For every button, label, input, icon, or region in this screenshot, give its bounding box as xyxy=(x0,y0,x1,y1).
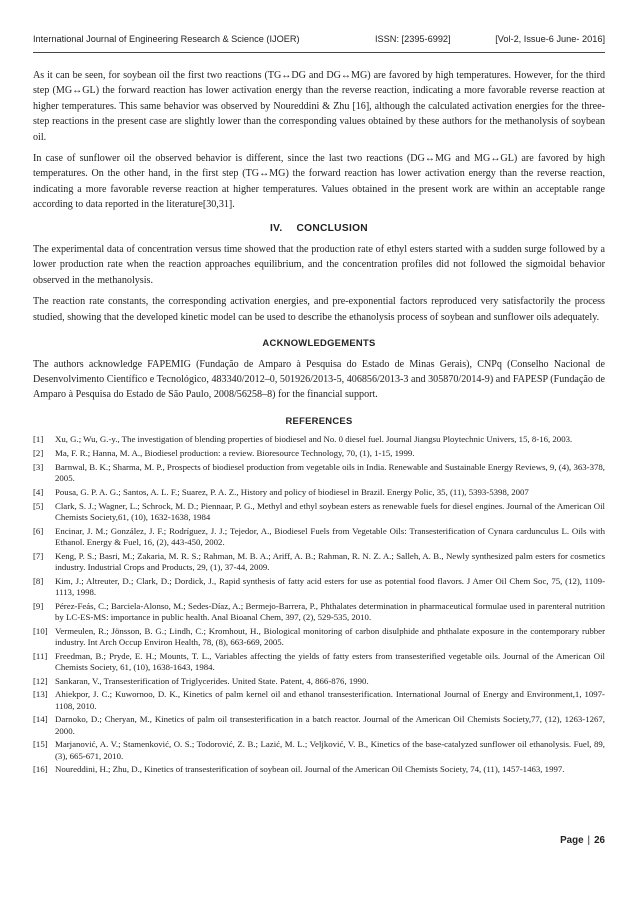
body-paragraph: In case of sunflower oil the observed behavior is different, since the last two reactions (DG↔MG and MG↔GL) are favored by high temperatures. On the other hand, in the first step (TG↔MG) the forward reaction has lower activation energy than the reverse reaction, indicating a more favorable reverse reaction at higher temperatures. Values obtained in the present work are within an acceptable range according to data reported in the literature[30,31]. xyxy=(33,153,605,211)
reference-text: Noureddini, H.; Zhu, D., Kinetics of transesterification of soybean oil. Journal of the American Oil Chemists Society, 74, (11), 1457-1463, 1997. xyxy=(55,764,565,775)
page-label: Page xyxy=(560,835,584,846)
reference-text: Sankaran, V., Transesterification of Triglycerides. United State. Patent, 4, 866-876, 1990. xyxy=(55,675,369,686)
reference-number: [10] xyxy=(33,625,48,636)
reference-text: Clark, S. J.; Wagner, L.; Schrock, M. D.; Piennaar, P. G., Methyl and ethyl soybean esters as renewable fuels for diesel engines. Journal of the American Oil Chemists Society,61, (10), 1632-1638, 1984 xyxy=(55,500,605,522)
reference-text: Xu, G.; Wu, G.-y., The investigation of blending properties of biodiesel and No. 0 diesel fuel. Journal Jiangsu Ploytechnic Univers, 15, 8-16, 2003. xyxy=(55,434,573,445)
reference-text: Marjanović, A. V.; Stamenković, O. S.; Todorović, Z. B.; Lazić, M. L.; Veljković, V. B., Kinetics of the base-catalyzed sunflower oil ethanolysis. Fuel, 89, (3), 665-671, 2010. xyxy=(55,739,605,761)
reference-number: [2] xyxy=(33,447,44,458)
reference-text: Barnwal, B. K.; Sharma, M. P., Prospects of biodiesel production from vegetable oils in India. Renewable and Sustainable Energy Reviews, 9, (4), 363-378, 2005. xyxy=(55,461,605,483)
reference-item xyxy=(33,434,605,445)
reference-text: Ma, F. R.; Hanna, M. A., Biodiesel production: a review. Bioresource Technology, 70, (1), 1-15, 1999. xyxy=(55,447,415,458)
page-body xyxy=(33,68,605,778)
reference-number: [12] xyxy=(33,675,48,686)
reference-number: [13] xyxy=(33,689,48,700)
conclusion-heading xyxy=(33,221,605,236)
issn: ISSN: [2395-6992] xyxy=(375,34,451,44)
reference-item xyxy=(33,551,605,573)
reference-item xyxy=(33,626,605,648)
reference-item xyxy=(33,448,605,459)
reference-item xyxy=(33,501,605,523)
reference-text: Kim, J.; Altreuter, D.; Clark, D.; Dordick, J., Rapid synthesis of fatty acid esters for use as potential food flavors. J Amer Oil Chem Soc, 75, (12), 1109-1113, 1998. xyxy=(55,575,605,597)
section-number: IV. xyxy=(270,222,283,234)
acknowledgements-text: The authors acknowledge FAPEMIG (Fundação de Amparo à Pesquisa do Estado de Minas Gerais), CNPq (Conselho Nacional de Desenvolvimento Científico e Tecnológico, 483340/2012–0, 501926/2013-5, 406856/2013-3 and 305870/2014-9) and FAPESP (Fundação de Amparo à Pesquisa do Estado de São Paulo, 2008/56258–8) for the financial support. xyxy=(33,358,605,401)
conclusion-paragraph: The reaction rate constants, the corresponding activation energies, and pre-exponential factors reproduced very satisfactorily the process studied, showing that the developed kinetic model can be used to describe the ethanolysis process of soybean and sunflower oils adequately. xyxy=(33,296,605,323)
reference-number: [15] xyxy=(33,739,48,750)
page-separator: | xyxy=(587,835,591,846)
page-footer xyxy=(560,835,605,846)
reference-number: [7] xyxy=(33,550,44,561)
reference-item xyxy=(33,676,605,687)
reference-text: Pousa, G. P. A. G.; Santos, A. L. F.; Suarez, P. A. Z., History and policy of biodiesel in Brazil. Energy Polic, 35, (11), 5393-5398, 2007 xyxy=(55,486,529,497)
references-heading: REFERENCES xyxy=(285,414,353,426)
reference-text: Encinar, J. M.; González, J. F.; Rodríguez, J. J.; Tejedor, A., Biodiesel Fuels from Vegetable Oils: Transesterification of Cynara cardunculus L. Oils with Ethanol. Energy & Fuel, 16, (2), 443-450, 2002. xyxy=(55,525,605,547)
acknowledgements-heading: ACKNOWLEDGEMENTS xyxy=(262,337,376,349)
journal-name: International Journal of Engineering Research & Science (IJOER) xyxy=(33,34,300,44)
section-title: CONCLUSION xyxy=(296,222,368,234)
reference-item xyxy=(33,714,605,736)
reference-text: Darnoko, D.; Cheryan, M., Kinetics of palm oil transesterification in a batch reactor. Journal of the American Oil Chemists Society,77, (12), 1263-1267, 2000. xyxy=(55,714,605,736)
reference-item xyxy=(33,462,605,484)
reference-item xyxy=(33,739,605,761)
reference-text: Pérez-Feás, C.; Barciela-Alonso, M.; Sedes-Díaz, A.; Bermejo-Barrera, P., Phthalates determination in pharmaceutical formulae used in parenteral nutrition by LC-ES-MS: importance in public health. Anal Bioanal Chem, 397, (2), 529-535, 2010. xyxy=(55,600,605,622)
reference-item xyxy=(33,764,605,775)
page-number: 26 xyxy=(594,835,605,846)
reference-item xyxy=(33,487,605,498)
reference-number: [9] xyxy=(33,600,44,611)
reference-number: [8] xyxy=(33,575,44,586)
reference-number: [14] xyxy=(33,714,48,725)
body-paragraph: As it can be seen, for soybean oil the first two reactions (TG↔DG and DG↔MG) are favored by high temperatures. However, for the third step (MG↔GL) the forward reaction has lower activation energy than the reverse reaction, indicating a more favorable reverse reaction at higher temperatures. This same behavior was observed by Noureddini & Zhu [16], although the calculated activation energies for the three-step reactions in the present case are slightly lower than the corresponding values obtained by these authors for the methanolysis of soybean oil. xyxy=(33,70,605,143)
conclusion-paragraph: The experimental data of concentration versus time showed that the production rate of ethyl esters started with a sudden surge followed by a lower production rate when the reaction approaches equilibrium, and the concentration profiles did not followed the sigmoidal behavior observed in the methanolysis. xyxy=(33,244,605,286)
volume-issue: [Vol-2, Issue-6 June- 2016] xyxy=(495,34,605,44)
reference-number: [5] xyxy=(33,500,44,511)
reference-text: Ahiekpor, J. C.; Kuwornoo, D. K., Kinetics of palm kernel oil and ethanol transesterification. International Journal of Energy and Environment,1, 1097-1108, 2010. xyxy=(55,689,605,711)
reference-number: [6] xyxy=(33,525,44,536)
reference-list xyxy=(33,434,605,775)
reference-number: [11] xyxy=(33,650,48,661)
reference-text: Vermeulen, R.; Jönsson, B. G.; Lindh, C.; Kromhout, H., Biological monitoring of carbon disulphide and phthalate exposure in the contemporary rubber industry. Int Arch Occup Environ Health, 78, (8), 663-669, 2005. xyxy=(55,625,605,647)
running-header xyxy=(33,30,605,53)
reference-number: [1] xyxy=(33,434,44,445)
reference-item xyxy=(33,526,605,548)
reference-number: [3] xyxy=(33,461,44,472)
reference-number: [16] xyxy=(33,764,48,775)
reference-item xyxy=(33,576,605,598)
reference-item xyxy=(33,689,605,711)
reference-item xyxy=(33,651,605,673)
reference-item xyxy=(33,601,605,623)
reference-number: [4] xyxy=(33,486,44,497)
reference-text: Keng, P. S.; Basri, M.; Zakaria, M. R. S.; Rahman, M. B. A.; Ariff, A. B.; Rahman, R. N. Z. A.; Salleh, A. B., Newly synthesized palm esters for cosmetics industry. Industrial Crops and Products, 29, (1), 37-44, 2009. xyxy=(55,550,605,572)
reference-text: Freedman, B.; Pryde, E. H.; Mounts, T. L., Variables affecting the yields of fatty esters from transesterified vegetable oils. Journal of the American Oil Chemists Society, 61, (10), 1638-1643, 1984. xyxy=(55,650,605,672)
